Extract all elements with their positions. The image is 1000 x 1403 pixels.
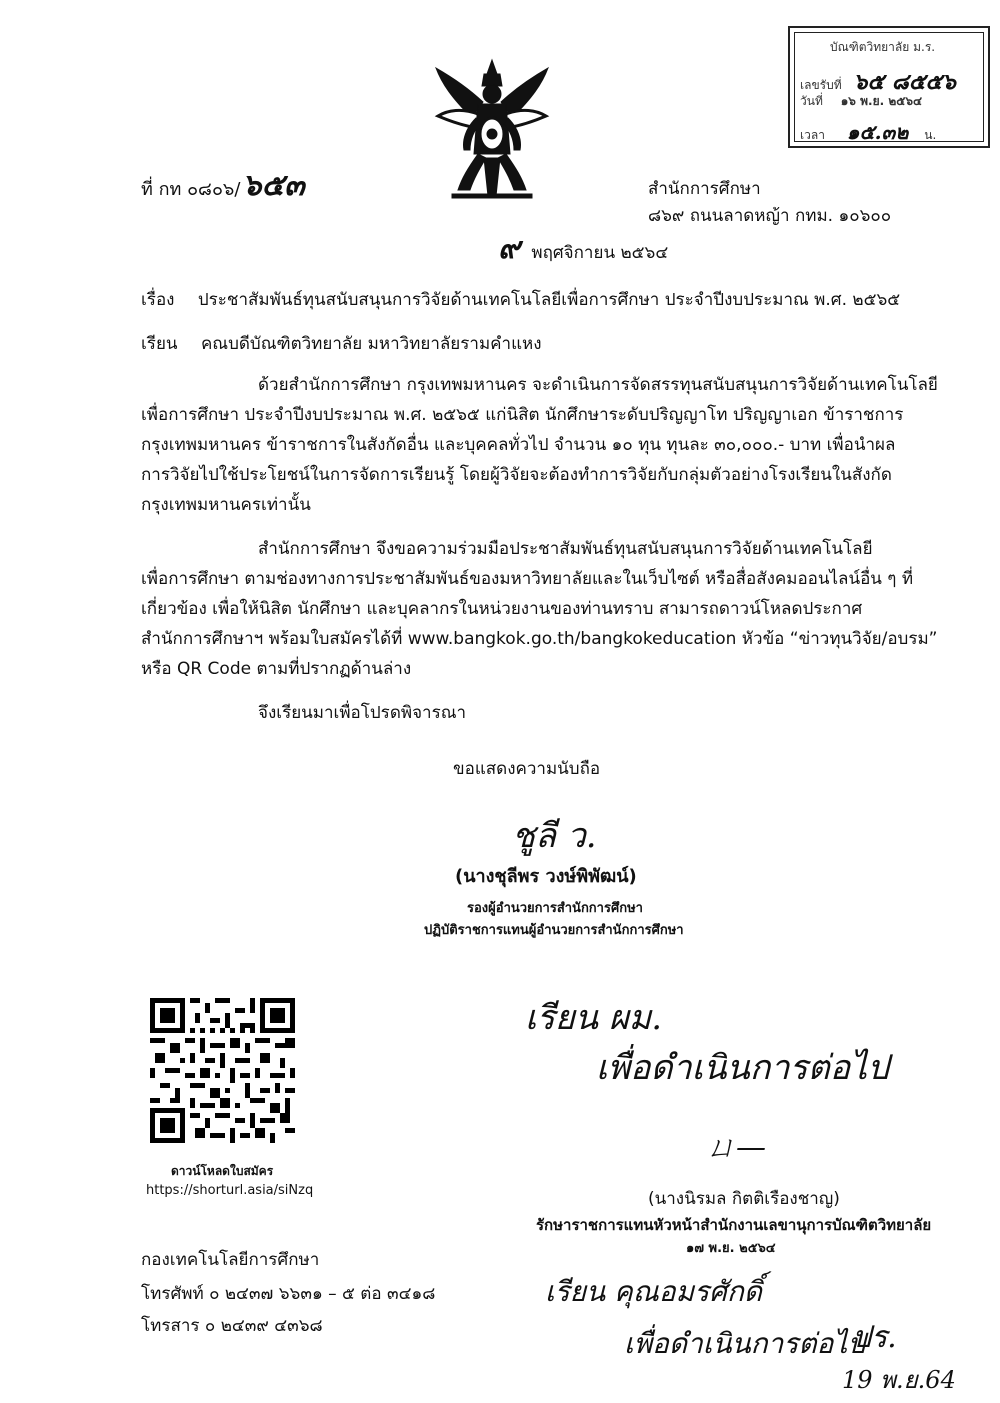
para2-line: เพื่อการศึกษา ตามช่องทางการประชาสัมพันธ์ของมหาวิทยาลัยและในเว็บไซต์ หรือสื่อสังคมออนไลน์อื่น ๆ ที่ — [141, 569, 914, 589]
subject-text: ประชาสัมพันธ์ทุนสนับสนุนการวิจัยด้านเทคโนโลยีเพื่อการศึกษา ประจำปีงบประมาณ พ.ศ. ๒๕๖๕ — [197, 290, 901, 310]
footer-phone: โทรศัพท์ ๐ ๒๔๓๗ ๖๖๓๑ – ๕ ต่อ ๓๔๑๘ — [141, 1284, 436, 1304]
subject-label: เรื่อง — [141, 290, 175, 310]
signature-closing: ขอแสดงความนับถือ — [453, 759, 601, 779]
annotation2-handwritten-initial: ปร. — [852, 1320, 897, 1355]
annotation-handwritten-signature: ㄩ— — [706, 1130, 766, 1165]
office-address: ๘๖๙ ถนนลาดหญ้า กทม. ๑๐๖๐๐ — [648, 206, 892, 226]
signatory-name: (นางชุลีพร วงษ์พิพัฒน์) — [455, 866, 637, 887]
reference-number-handwritten: ๖๕๓ — [242, 168, 305, 203]
annotation2-handwritten-date: 19 พ.ย.64 — [842, 1366, 956, 1394]
footer-division: กองเทคโนโลยีการศึกษา — [141, 1250, 320, 1270]
subject-line — [141, 289, 900, 311]
annotation-date: ๑๗ พ.ย. ๒๕๖๔ — [686, 1241, 776, 1256]
annotation-title: รักษาราชการแทนหัวหน้าสำนักงานเลขานุการบัณฑิตวิทยาลัย — [536, 1216, 932, 1234]
stamp-time: ๑๕.๓๒ — [846, 120, 909, 144]
closing-request: จึงเรียนมาเพื่อโปรดพิจารณา — [258, 703, 467, 723]
footer-fax: โทรสาร ๐ ๒๔๓๙ ๔๓๖๘ — [141, 1316, 323, 1336]
signature-handwritten: ชูลี ว. — [512, 816, 597, 856]
signatory-title: รองผู้อำนวยการสำนักการศึกษา — [467, 901, 643, 916]
signatory-title-acting: ปฏิบัติราชการแทนผู้อำนวยการสำนักการศึกษา — [424, 923, 684, 938]
para2-line: หรือ QR Code ตามที่ปรากฏด้านล่าง — [141, 659, 412, 679]
annotation2-handwritten-line1: เรียน คุณอมรศักดิ์ — [545, 1275, 762, 1308]
garuda-emblem-icon — [428, 58, 556, 200]
para1-line: เพื่อการศึกษา ประจำปีงบประมาณ พ.ศ. ๒๕๖๕ แก่นิสิต นักศึกษาระดับปริญญาโท ปริญญาเอก ข้าราชการ — [141, 405, 904, 425]
stamp-received-no-label: เลขรับที่ — [800, 78, 842, 92]
recipient-line — [141, 333, 542, 355]
annotation-handwritten-line2: เพื่อดำเนินการต่อไป — [596, 1048, 889, 1088]
receiving-stamp — [788, 26, 990, 148]
reference-number — [141, 168, 305, 203]
qr-caption: ดาวน์โหลดใบสมัคร — [171, 1164, 274, 1178]
stamp-received-no: ๖๕ ๘๕๕๖ — [853, 69, 956, 95]
annotation-handwritten-line1: เรียน ผม. — [525, 998, 662, 1038]
para1-line: การวิจัยไปใช้ประโยชน์ในการจัดการเรียนรู้ โดยผู้วิจัยจะต้องทำการวิจัยกับกลุ่มตัวอย่างโรงเรียนในสังกัด — [141, 465, 892, 485]
para2-line: สำนักการศึกษา จึงขอความร่วมมือประชาสัมพันธ์ทุนสนับสนุนการวิจัยด้านเทคโนโลยี — [258, 539, 873, 559]
stamp-title: บัณฑิตวิทยาลัย ม.ร. — [830, 40, 936, 54]
annotation-name: (นางนิรมล กิตติเรืองชาญ) — [648, 1189, 840, 1209]
recipient-label: เรียน — [141, 334, 178, 354]
para2-line: เกี่ยวข้อง เพื่อให้นิสิต นักศึกษา และบุคลากรในหน่วยงานของท่านทราบ สามารถดาวน์โหลดประกาศ — [141, 599, 863, 619]
stamp-date-label: วันที่ — [800, 94, 823, 108]
stamp-date-row — [800, 92, 922, 111]
stamp-time-unit: น. — [924, 128, 937, 142]
recipient-text: คณบดีบัณฑิตวิทยาลัย มหาวิทยาลัยรามคำแหง — [200, 334, 542, 354]
para1-line: ด้วยสำนักการศึกษา กรุงเทพมหานคร จะดำเนินการจัดสรรทุนสนับสนุนการวิจัยด้านเทคโนโลยี — [258, 375, 938, 395]
stamp-time-row — [800, 116, 936, 148]
para1-line: กรุงเทพมหานครเท่านั้น — [141, 495, 311, 515]
para1-line: กรุงเทพมหานคร ข้าราชการในสังกัดอื่น และบุคคลทั่วไป จำนวน ๑๐ ทุน ทุนละ ๓๐,๐๐๐.- บาท เพื่อนำผล — [141, 435, 896, 455]
stamp-time-label: เวลา — [800, 128, 825, 142]
para2-line: สำนักการศึกษาฯ พร้อมใบสมัครได้ที่ www.bangkok.go.th/bangkokeducation หัวข้อ “ข่าวทุนวิจัย/อบรม” — [141, 629, 938, 649]
qr-url[interactable]: https://shorturl.asia/siNzq — [146, 1183, 314, 1198]
stamp-date: ๑๖ พ.ย. ๒๕๖๔ — [840, 94, 923, 108]
letter-date — [498, 231, 669, 266]
reference-label: ที่ กท ๐๘๐๖/ — [141, 179, 241, 200]
qr-code[interactable] — [150, 998, 295, 1143]
letter-date-rest: พฤศจิกายน ๒๕๖๔ — [531, 243, 669, 263]
letter-date-day: ๙ — [498, 231, 520, 266]
annotation2-handwritten-line2: เพื่อดำเนินการต่อไป — [624, 1327, 866, 1360]
office-name: สำนักการศึกษา — [648, 179, 761, 199]
